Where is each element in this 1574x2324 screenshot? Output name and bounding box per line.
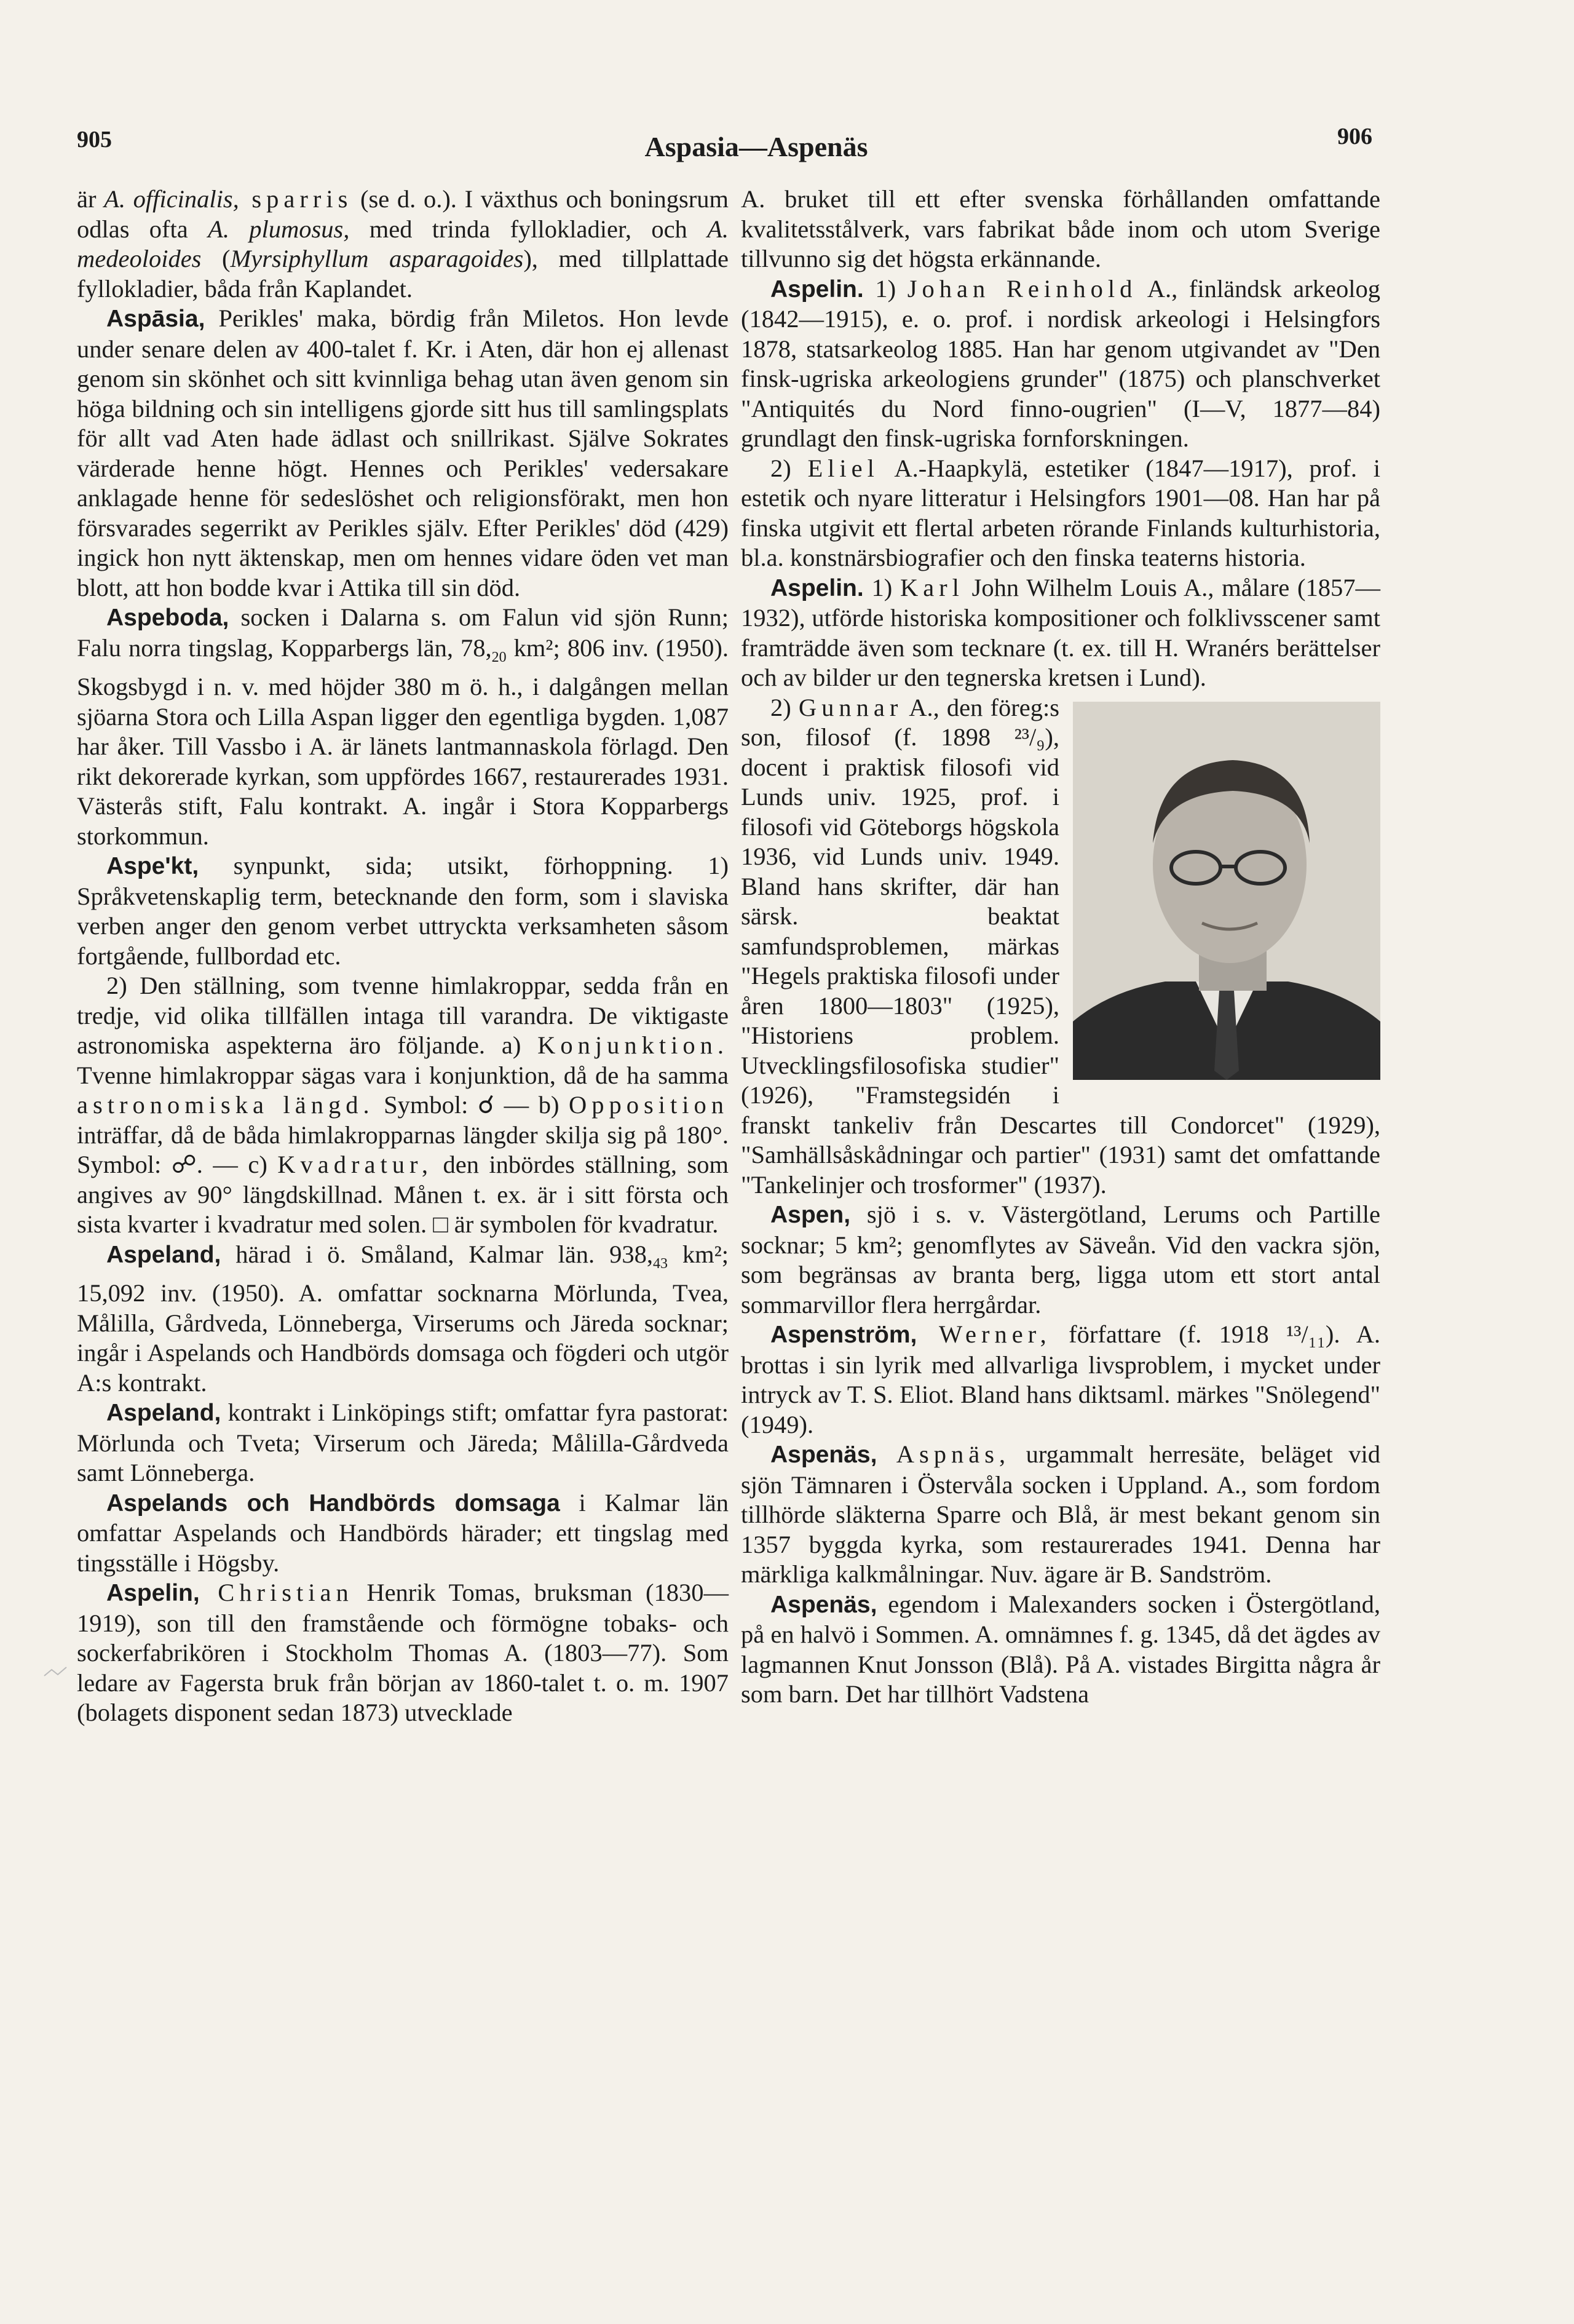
entry-aspeland: Aspeland, härad i ö. Småland, Kalmar län. $938,_{43}$ km²; 15,092 inv. (1950). A. omfattar socknarna Mörlunda, Tvea, Målilla, Gårdveda, Lönneberga, Virserums och Järeda socknar; ingår i Aspelands och Handbörds domsaga och fögderi och utgör A:s kontrakt. xyxy=(77,1240,729,1397)
page-number-left: 905 xyxy=(77,127,112,153)
entry-aspekt-2: 2) Den ställning, som tvenne himlakroppar, sedda från en tredje, vid olika tillfällen intaga till varandra. De viktigaste astronomiska aspekterna äro följande. a) Konjunktion. Tvenne himlakroppar sägas vara i konjunktion, då de ha samma astronomiska längd. Symbol: ☌ — b) Opposition inträffar, då de båda himlakropparnas längder skilja sig på 180°. Symbol: ☍. — c) Kvadratur, den inbördes ställning, som angives av 90° längdskillnad. Månen t. ex. är i sitt första och sista kvarter i kvadratur med solen. □ är symbolen för kvadratur. xyxy=(77,972,729,1239)
headword: Aspen, xyxy=(770,1202,851,1228)
portrait-photo xyxy=(1073,702,1380,1080)
headword: Aspelin. xyxy=(770,574,864,601)
headword: Aspeland, xyxy=(106,1400,221,1427)
headword: Aspenström, xyxy=(770,1322,917,1348)
entry-aspelin-eliel: 2) Eliel A.-Haapkylä, estetiker (1847—1917), prof. i estetik och nyare litteratur i Helsingfors 1901—08. Han har på finska utgivit ett flertal arbeten rörande Finlands kulturhistoria, bl.a. konstnärsbiografier och den finska teaterns historia. xyxy=(741,454,1380,571)
headword: Aspe'kt, xyxy=(106,853,199,880)
entry-aspelin-johan: Aspelin. 1) Johan Reinhold A., finländsk arkeolog (1842—1915), e. o. prof. i nordisk arkeologi i Helsingfors 1878, statsarkeolog 1885. Han har genom utgivandet av "Den finsk-ugriska arkeologiens grunder" (1875) och planschverket "Antiquités du Nord finno-ougrien" (I—V, 1877—84) grundlagt den finsk-ugriska fornforskningen. xyxy=(741,274,1380,452)
entry-aspelin-gunnar: 2) Gunnar A., den föreg:s son, filosof (f. 1898 ²³/₉), docent i praktisk filosofi vid Lunds univ. 1925, prof. i filosofi vid Göteborgs högskola 1936, vid Lunds univ. 1949. Bland hans skrifter, där han särsk. beaktat samfundsproblemen, märkas "Hegels praktiska filosofi under åren 1800—1803" (1925), "Historiens problem. Utvecklingsfilosofiska studier" (1926), "Framstegsidén i franskt tankeliv från Descartes till Condorcet" (1929), "Samhällsåskådningar och partier" (1931) samt det omfattande "Tankelinjer och trosformer" (1937). xyxy=(741,693,1380,1199)
scan-mark-icon xyxy=(43,1664,68,1681)
running-title: Aspasia—Aspenäs xyxy=(644,131,868,162)
entry-aspen: Aspen, sjö i s. v. Västergötland, Lerums och Partille socknar; 5 km²; genomflytes av Säveån. Vid den vackra sjön, som begränsas av branta berg, ligga utom ett stort antal sommarvillor flera herrgårdar. xyxy=(741,1200,1380,1319)
page-number-right: 906 xyxy=(1337,124,1372,149)
entry-aspenas-uppland: Aspenäs, Aspnäs, urgammalt herresäte, beläget vid sjön Tämnaren i Östervåla socken i Uppland. A., som fordom tillhörde släkterna Sparre och Blå, är mest bekant genom sin 1357 byggda kyrka, som restaurerades 1941. Denna har märkliga kalkmålningar. Nuv. ägare är B. Sandström. xyxy=(741,1440,1380,1588)
entry-aspenstrom: Aspenström, Werner, författare (f. 1918 ¹³/₁₁). A. brottas i sin lyrik med allvarliga livsproblem, i mycket under intryck av T. S. Eliot. Bland hans diktsaml. märkes "Snölegend" (1949). xyxy=(741,1320,1380,1438)
entry-aspeland-kontrakt: Aspeland, kontrakt i Linköpings stift; omfattar fyra pastorat: Mörlunda och Tveta; Virserum och Järeda; Målilla-Gårdveda samt Lönneberga. xyxy=(77,1398,729,1487)
entry-domsaga: Aspelands och Handbörds domsaga i Kalmar län omfattar Aspelands och Handbörds härader; ett tingslag med tingsställe i Högsby. xyxy=(77,1488,729,1577)
headword: Aspenäs, xyxy=(770,1591,877,1618)
right-column xyxy=(741,184,1380,1710)
entry-aspelin-christian: Aspelin, Christian Henrik Tomas, bruksman (1830—1919), son till den framstående och förmögne tobaks- och sockerfabrikören i Stockholm Thomas A. (1803—77). Som ledare av Fagersta bruk från början av 1860-talet t. o. m. 1907 (bolagets disponent sedan 1873) utvecklade xyxy=(77,1579,729,1727)
entry-aspekt: Aspe'kt, synpunkt, sida; utsikt, förhoppning. 1) Språkvetenskaplig term, betecknande den form, som i slaviska verben anger den genom verbet uttryckta verksamheten såsom fortgående, fullbordad etc. xyxy=(77,852,729,970)
headword: Aspenäs, xyxy=(770,1442,877,1468)
headword: Aspelin. xyxy=(770,276,864,303)
entry-continuation: är A. officinalis, sparris (se d. o.). I växthus och boningsrum odlas ofta A. plumosus, med trinda fyllokladier, och A. medeoloides (Myrsiphyllum asparagoides), med tillplattade fyllokladier, båda från Kaplandet. xyxy=(77,185,729,303)
headword: Aspeland, xyxy=(106,1241,221,1268)
headword: Aspāsia, xyxy=(106,306,205,332)
entry-continuation-right: A. bruket till ett efter svenska förhållanden omfattande kvalitetsstålverk, vars fabrikat både inom och utom Sverige tillvunno sig det högsta erkännande. xyxy=(741,185,1380,272)
entry-aspelin-karl: Aspelin. 1) Karl John Wilhelm Louis A., målare (1857—1932), utförde historiska kompositioner och folklivsscener samt framträdde även som tecknare (t. ex. till H. Wranérs berättelser och av bilder ur den tegnerska kretsen i Lund). xyxy=(741,573,1380,691)
headword: Aspelands och Handbörds domsaga xyxy=(106,1489,560,1517)
left-column xyxy=(77,184,729,1728)
headword: Aspeboda, xyxy=(106,605,229,631)
entry-aspenas-ostergotland: Aspenäs, egendom i Malexanders socken i Östergötland, på en halvö i Sommen. A. omnämnes f. g. 1345, då det ägdes av lagmannen Knut Jonsson (Blå). På A. vistades Birgitta några år som barn. Det har tillhört Vadstena xyxy=(741,1590,1380,1708)
entry-aspasia: Aspāsia, Perikles' maka, bördig från Miletos. Hon levde under senare delen av 400-talet f. Kr. i Aten, där hon ej allenast genom sin skönhet och sitt kvinnliga behag utan även genom sin höga bildning och sin intelligens gjorde sitt hus till samlingsplats för allt vad Aten hade ädlast och snillrikast. Själve Sokrates värderade henne högt. Hennes och Perikles' vedersakare anklagade henne för sedeslöshet och religionsförakt, men hon försvarades segerrikt av Perikles själv. Efter Perikles' död (429) ingick hon nytt äktenskap, men om hennes vidare öden vet man blott, att hon bodde kvar i Attika till sin död. xyxy=(77,304,729,601)
headword: Aspelin, xyxy=(106,1580,200,1607)
entry-aspeboda: Aspeboda, socken i Dalarna s. om Falun vid sjön Runn; Falu norra tingslag, Kopparbergs län, $78,_{20}$ km²; 806 inv. (1950). Skogsbygd i n. v. med höjder 380 m ö. h., i dalgången mellan sjöarna Stora och Lilla Aspan ligger den egentliga bygden. 1,087 har åker. Till Vassbo i A. är länets lantmannaskola förlagd. Den rikt dekorerade kyrkan, som uppfördes 1667, restaurerades 1931. Västerås stift, Falu kontrakt. A. ingår i Stora Kopparbergs storkommun. xyxy=(77,603,729,850)
